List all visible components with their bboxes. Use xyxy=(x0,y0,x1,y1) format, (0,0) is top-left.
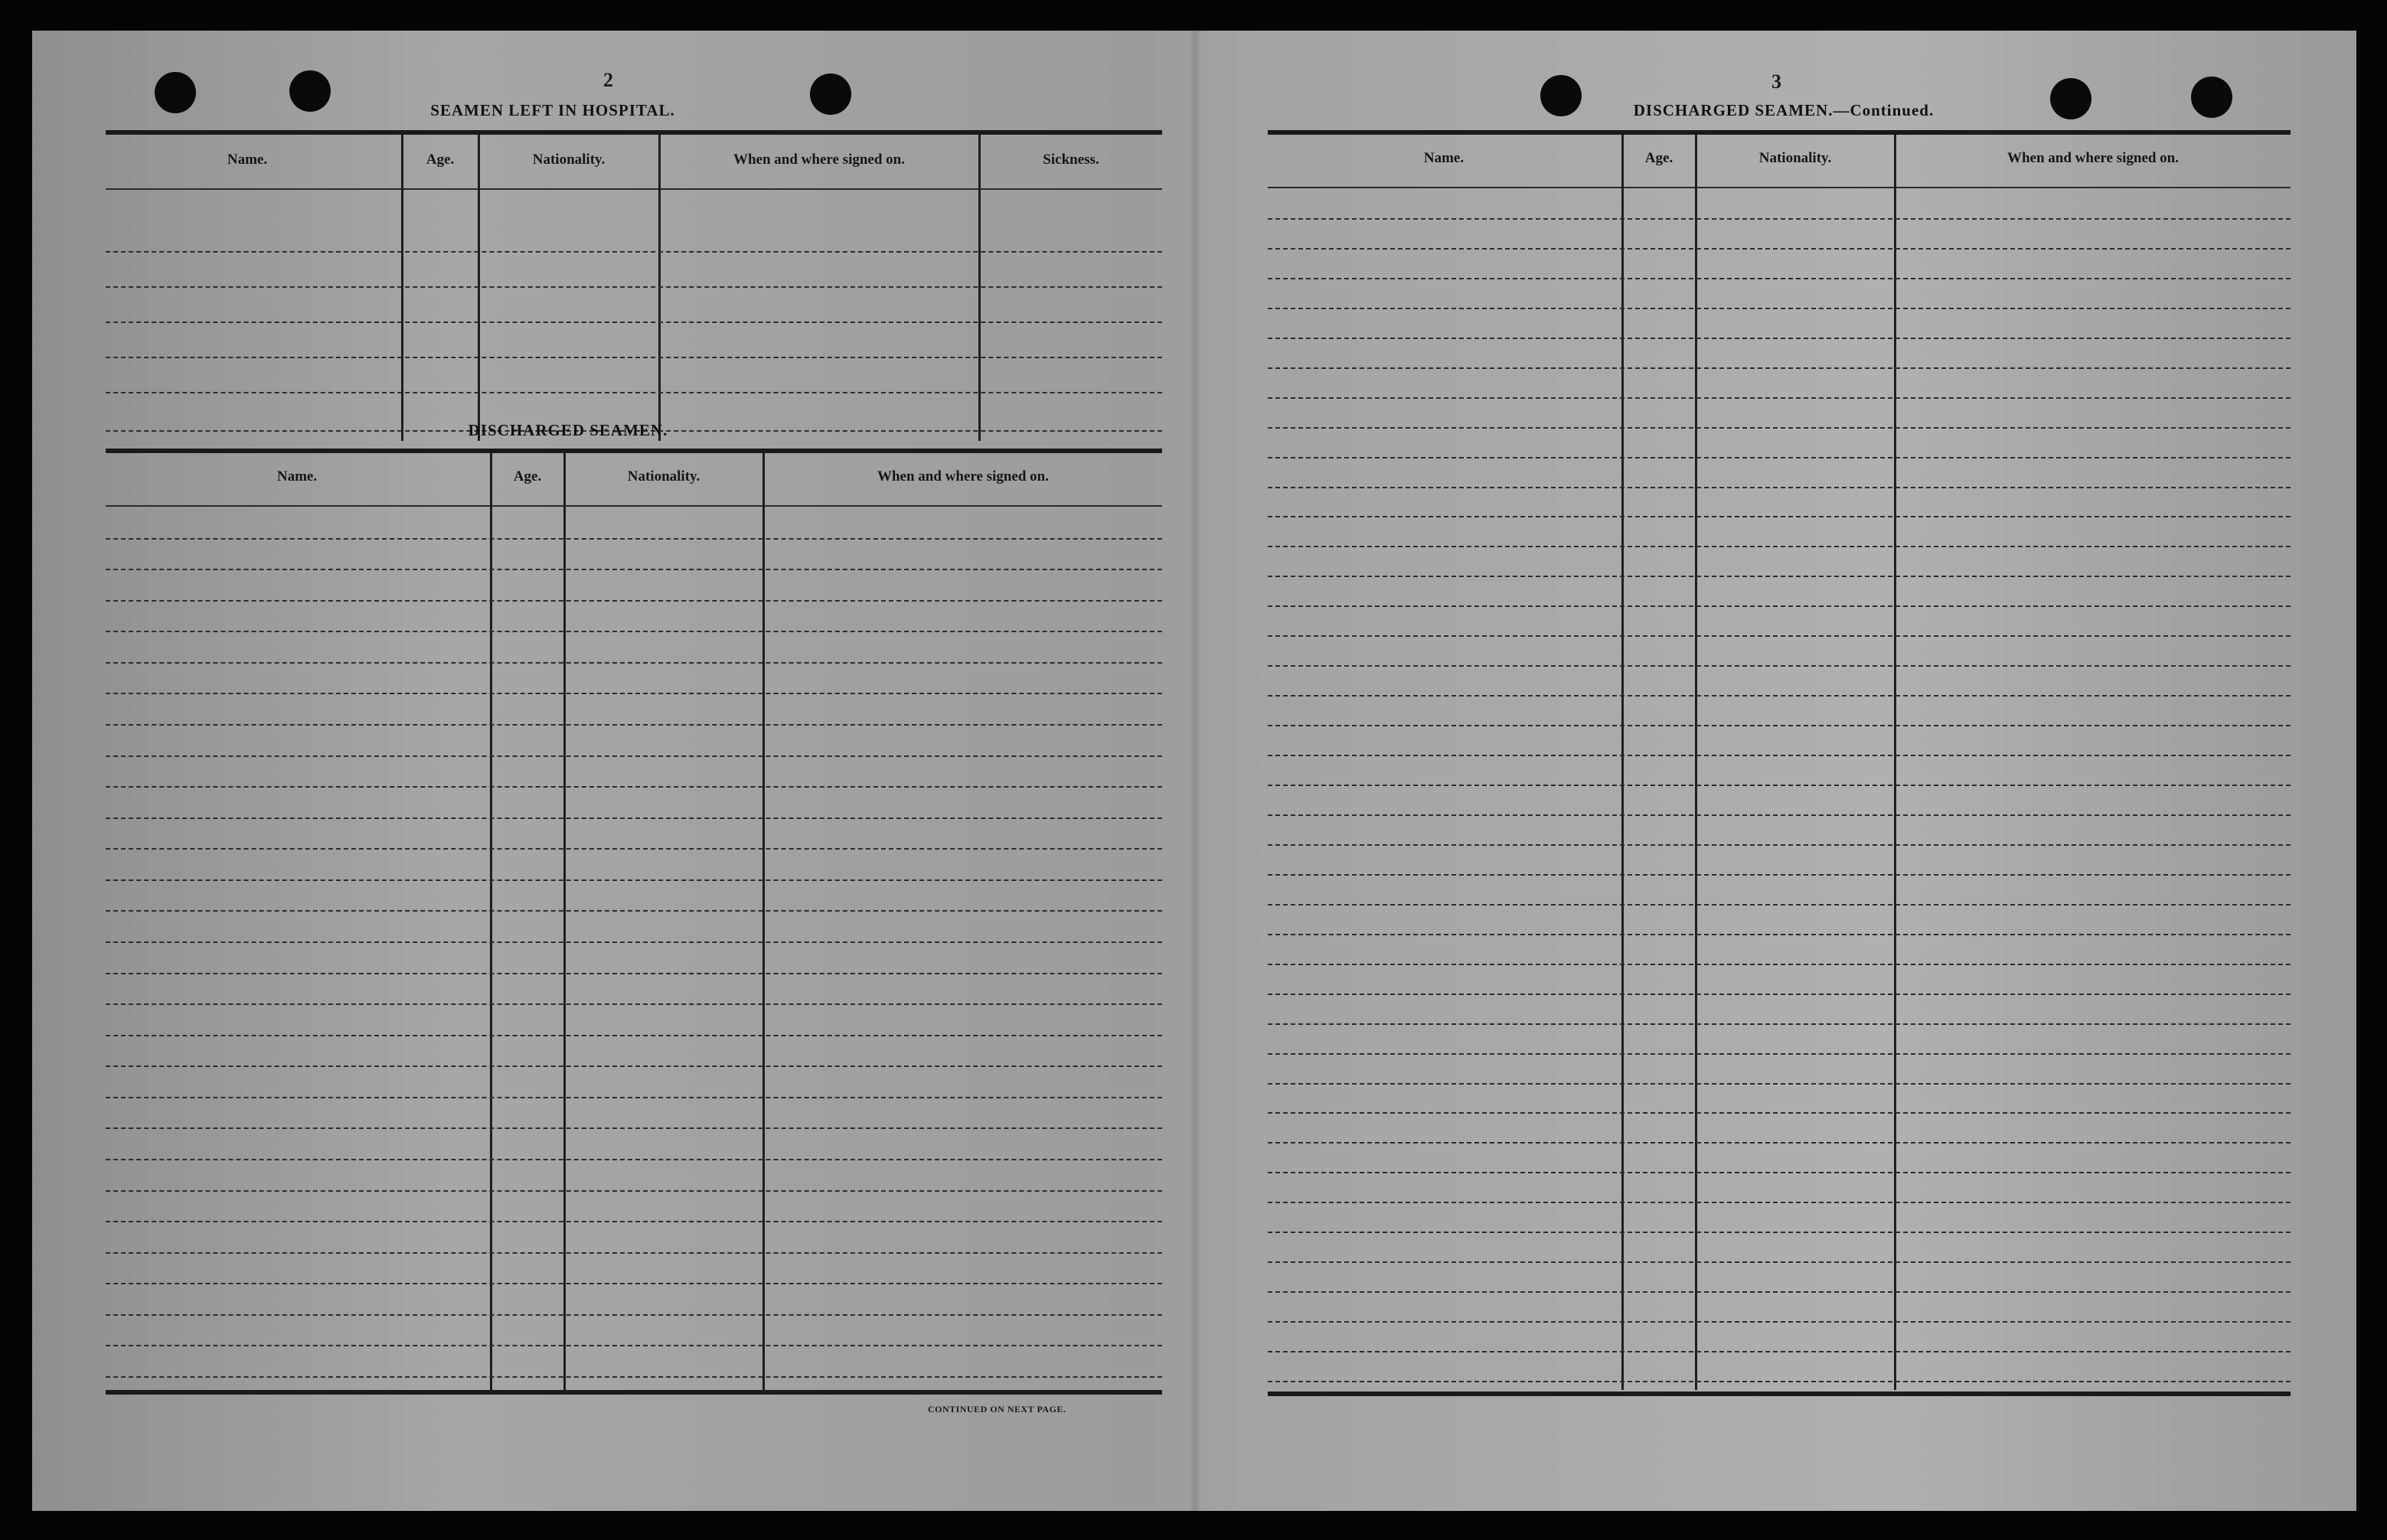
table-bottom-rule xyxy=(1268,1392,2291,1396)
table-bottom-rule xyxy=(106,1390,1162,1395)
table-row xyxy=(1268,397,2291,399)
table-row xyxy=(106,1376,1162,1378)
table-row xyxy=(106,538,1162,540)
table-row xyxy=(106,1159,1162,1160)
table-row xyxy=(1268,457,2291,458)
table-row xyxy=(1268,516,2291,517)
discharged-section-title: DISCHARGED SEAMEN. xyxy=(468,421,668,439)
table-row xyxy=(106,755,1162,757)
table-row xyxy=(106,1190,1162,1192)
column-header-name: Name. xyxy=(227,152,268,168)
table-top-rule xyxy=(1268,130,2291,135)
table-row xyxy=(1268,338,2291,339)
table-row xyxy=(106,879,1162,881)
table-row xyxy=(106,1035,1162,1036)
discharged-table-left xyxy=(106,449,1162,1459)
hospital-table xyxy=(106,130,1162,444)
table-row xyxy=(106,1221,1162,1222)
table-row xyxy=(1268,665,2291,667)
column-header-signed-on: When and where signed on. xyxy=(877,468,1049,485)
table-row xyxy=(1268,1351,2291,1352)
table-row xyxy=(1268,1112,2291,1114)
column-header-nationality: Nationality. xyxy=(627,468,700,485)
table-row xyxy=(1268,695,2291,697)
document-spread xyxy=(32,31,2356,1511)
table-row xyxy=(1268,367,2291,369)
table-row xyxy=(1268,546,2291,547)
table-row xyxy=(106,600,1162,602)
table-row xyxy=(1268,874,2291,876)
table-row xyxy=(106,1003,1162,1005)
table-row xyxy=(106,1065,1162,1067)
table-row xyxy=(1268,1261,2291,1263)
column-divider xyxy=(401,135,403,441)
column-header-nationality: Nationality. xyxy=(532,152,606,168)
hospital-section-title: SEAMEN LEFT IN HOSPITAL. xyxy=(430,101,675,119)
column-header-name: Name. xyxy=(1423,150,1465,166)
table-row xyxy=(1268,635,2291,637)
column-header-signed-on: When and where signed on. xyxy=(733,152,905,168)
column-divider xyxy=(978,135,981,441)
continued-note: CONTINUED ON NEXT PAGE. xyxy=(928,1404,1066,1414)
table-row xyxy=(1268,218,2291,220)
column-header-sickness: Sickness. xyxy=(1043,152,1099,168)
table-row xyxy=(1268,814,2291,816)
table-row xyxy=(1268,1232,2291,1233)
column-header-age: Age. xyxy=(513,468,542,485)
table-row xyxy=(106,1127,1162,1129)
column-divider xyxy=(658,135,661,441)
table-row xyxy=(106,1314,1162,1316)
table-row xyxy=(1268,785,2291,786)
table-row xyxy=(1268,248,2291,250)
discharged-continued-title: DISCHARGED SEAMEN.—Continued. xyxy=(1633,101,1935,119)
table-row xyxy=(1268,427,2291,429)
table-row xyxy=(1268,1291,2291,1293)
table-row xyxy=(106,286,1162,288)
table-row xyxy=(106,973,1162,974)
table-row xyxy=(1268,1053,2291,1055)
table-row xyxy=(1268,1142,2291,1144)
table-row xyxy=(106,569,1162,570)
table-row xyxy=(106,817,1162,819)
table-row xyxy=(106,631,1162,632)
right-page xyxy=(1194,31,2356,1511)
header-rule xyxy=(106,505,1162,507)
table-row xyxy=(1268,605,2291,607)
table-row xyxy=(1268,904,2291,905)
table-row xyxy=(1268,993,2291,995)
table-row xyxy=(106,321,1162,323)
table-row xyxy=(1268,576,2291,577)
table-row xyxy=(1268,1023,2291,1025)
table-row xyxy=(106,1097,1162,1098)
table-row xyxy=(1268,1321,2291,1323)
table-row xyxy=(106,910,1162,912)
table-row xyxy=(106,786,1162,788)
table-row xyxy=(1268,1083,2291,1085)
header-rule xyxy=(106,188,1162,190)
table-row xyxy=(106,724,1162,726)
table-row xyxy=(106,693,1162,694)
column-header-age: Age. xyxy=(1644,150,1674,166)
table-row xyxy=(106,848,1162,850)
column-divider xyxy=(478,135,480,441)
table-row xyxy=(106,1283,1162,1284)
table-row xyxy=(1268,844,2291,846)
column-header-age: Age. xyxy=(426,152,455,168)
table-row xyxy=(1268,278,2291,279)
page-number: 2 xyxy=(603,69,613,91)
table-row xyxy=(1268,1172,2291,1173)
table-row xyxy=(1268,934,2291,935)
column-header-name: Name. xyxy=(276,468,318,485)
left-page xyxy=(32,31,1194,1511)
table-row xyxy=(106,941,1162,943)
table-top-rule xyxy=(106,449,1162,453)
column-header-nationality: Nationality. xyxy=(1758,150,1832,166)
table-row xyxy=(1268,755,2291,756)
column-header-signed-on: When and where signed on. xyxy=(2007,150,2179,166)
header-rule xyxy=(1268,187,2291,188)
table-row xyxy=(106,251,1162,253)
table-row xyxy=(106,662,1162,664)
discharged-table-right xyxy=(1268,130,2291,1431)
table-top-rule xyxy=(106,130,1162,135)
table-row xyxy=(106,357,1162,358)
table-row xyxy=(1268,1202,2291,1203)
table-row xyxy=(1268,308,2291,309)
page-number: 3 xyxy=(1771,70,1781,93)
table-row xyxy=(106,392,1162,393)
table-row xyxy=(1268,725,2291,726)
table-row xyxy=(1268,964,2291,965)
table-row xyxy=(1268,487,2291,488)
table-row xyxy=(106,1345,1162,1346)
table-row xyxy=(1268,1381,2291,1382)
table-row xyxy=(106,1252,1162,1254)
